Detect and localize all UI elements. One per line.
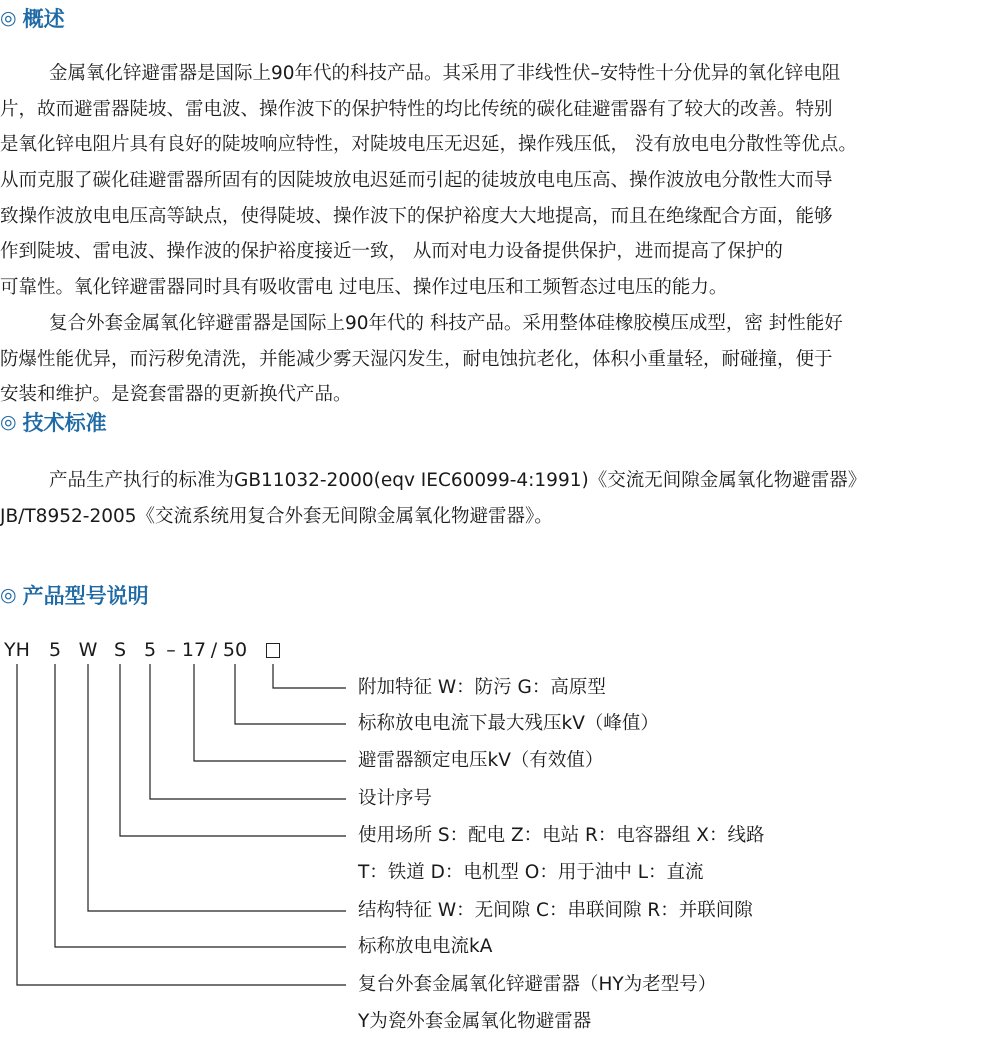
heading-model-text: 产品型号说明 <box>22 584 149 608</box>
heading-overview-text: 概述 <box>22 7 65 31</box>
heading-standard <box>0 408 107 436</box>
paragraph-line: 从而克服了碳化硅避雷器所固有的因陡坡放电迟延而引起的徒坡放电电压高、操作波放电分散性大而导 <box>0 170 833 192</box>
model-code-discharge-current: 5 <box>48 639 62 661</box>
connector-design-no <box>150 664 346 799</box>
desc-series-porcelain: Y为瓷外套金属氧化物避雷器 <box>358 1011 592 1032</box>
paragraph-line: 可靠性。氧化锌避雷器同时具有吸收雷电 过电压、操作过电压和工频暂态过电压的能力。 <box>0 277 728 299</box>
desc-application-cont: T：铁道 D：电机型 O：用于油中 L：直流 <box>358 862 704 883</box>
connector-series <box>17 664 346 985</box>
overview-paragraph-2 <box>0 306 1000 413</box>
paragraph-line: JB/T8952-2005《交流系统用复合外套无间隙金属氧化物避雷器》。 <box>0 505 553 527</box>
circle-mark-icon: ◎ <box>0 411 17 433</box>
desc-series: 复台外套金属氧化锌避雷器（HY为老型号） <box>358 974 717 995</box>
paragraph-line: 复合外套金属氧化锌避雷器是国际上90年代的 科技产品。采用整体硅橡胶模压成型，密 封性能好 <box>49 313 843 334</box>
connector-rated-voltage <box>194 664 346 761</box>
model-code-dash: – <box>166 639 176 661</box>
desc-discharge-current: 标称放电电流kA <box>358 936 493 957</box>
desc-rated-voltage: 避雷器额定电压kV（有效值） <box>358 750 604 771</box>
connector-application <box>120 664 346 836</box>
model-code-slash: / <box>210 639 218 661</box>
paragraph-line: 是氧化锌电阻片具有良好的陡坡响应特性，对陡坡电压无迟延，操作残压低， 没有放电电分散性等优点。 <box>0 134 857 156</box>
heading-overview <box>0 4 65 32</box>
heading-standard-text: 技术标准 <box>22 411 107 435</box>
desc-application: 使用场所 S：配电 Z：电站 R：电容器组 X：线路 <box>358 825 765 846</box>
model-code-residual-voltage: 50 <box>222 639 248 661</box>
connector-structure <box>88 664 346 911</box>
model-code-rated-voltage: 17 <box>181 639 207 661</box>
desc-additional: 附加特征 W：防污 G：高原型 <box>358 677 606 698</box>
paragraph-line: 安装和维护。是瓷套雷器的更新换代产品。 <box>0 384 352 406</box>
paragraph-line: 产品生产执行的标准为GB11032-2000(eqv IEC60099-4:1991)《交流无间隙金属氧化物避雷器》 <box>49 470 867 491</box>
model-code-application: S <box>113 639 127 661</box>
desc-residual-voltage: 标称放电电流下最大残压kV（峰值） <box>358 713 659 734</box>
circle-mark-icon: ◎ <box>0 584 17 606</box>
desc-design-no: 设计序号 <box>358 788 433 809</box>
paragraph-line: 金属氧化锌避雷器是国际上90年代的科技产品。其采用了非线性伏–安特性十分优异的氧化锌电阻 <box>49 63 841 84</box>
paragraph-line: 作到陡坡、雷电波、操作波的保护裕度接近一致， 从而对电力设备提供保护，进而提高了保护的 <box>0 241 783 263</box>
connector-residual-voltage <box>235 664 346 724</box>
model-code-series: YH <box>4 639 30 661</box>
heading-model <box>0 581 149 609</box>
model-code-design-no: 5 <box>143 639 157 661</box>
desc-structure: 结构特征 W：无间隙 C：串联间隙 R：并联间隙 <box>358 900 753 921</box>
paragraph-line: 致操作波放电电压高等缺点，使得陡坡、操作波下的保护裕度大大地提高，而且在绝缘配合方面，能够 <box>0 205 833 227</box>
circle-mark-icon: ◎ <box>0 7 17 29</box>
paragraph-line: 防爆性能优异，而污秽免清洗，并能减少雾天湿闪发生，耐电蚀抗老化，体积小重量轻，耐碰撞，便于 <box>0 348 833 370</box>
model-code-additional-box <box>266 643 280 658</box>
paragraph-line: 片，故而避雷器陡坡、雷电波、操作波下的保护特性的均比传统的碳化硅避雷器有了较大的改善。特别 <box>0 98 833 120</box>
model-code-structure: W <box>78 639 98 661</box>
overview-paragraph-1 <box>0 56 1000 306</box>
connector-discharge-current <box>55 664 346 947</box>
standard-paragraph <box>0 463 1000 534</box>
connector-additional <box>273 664 346 688</box>
